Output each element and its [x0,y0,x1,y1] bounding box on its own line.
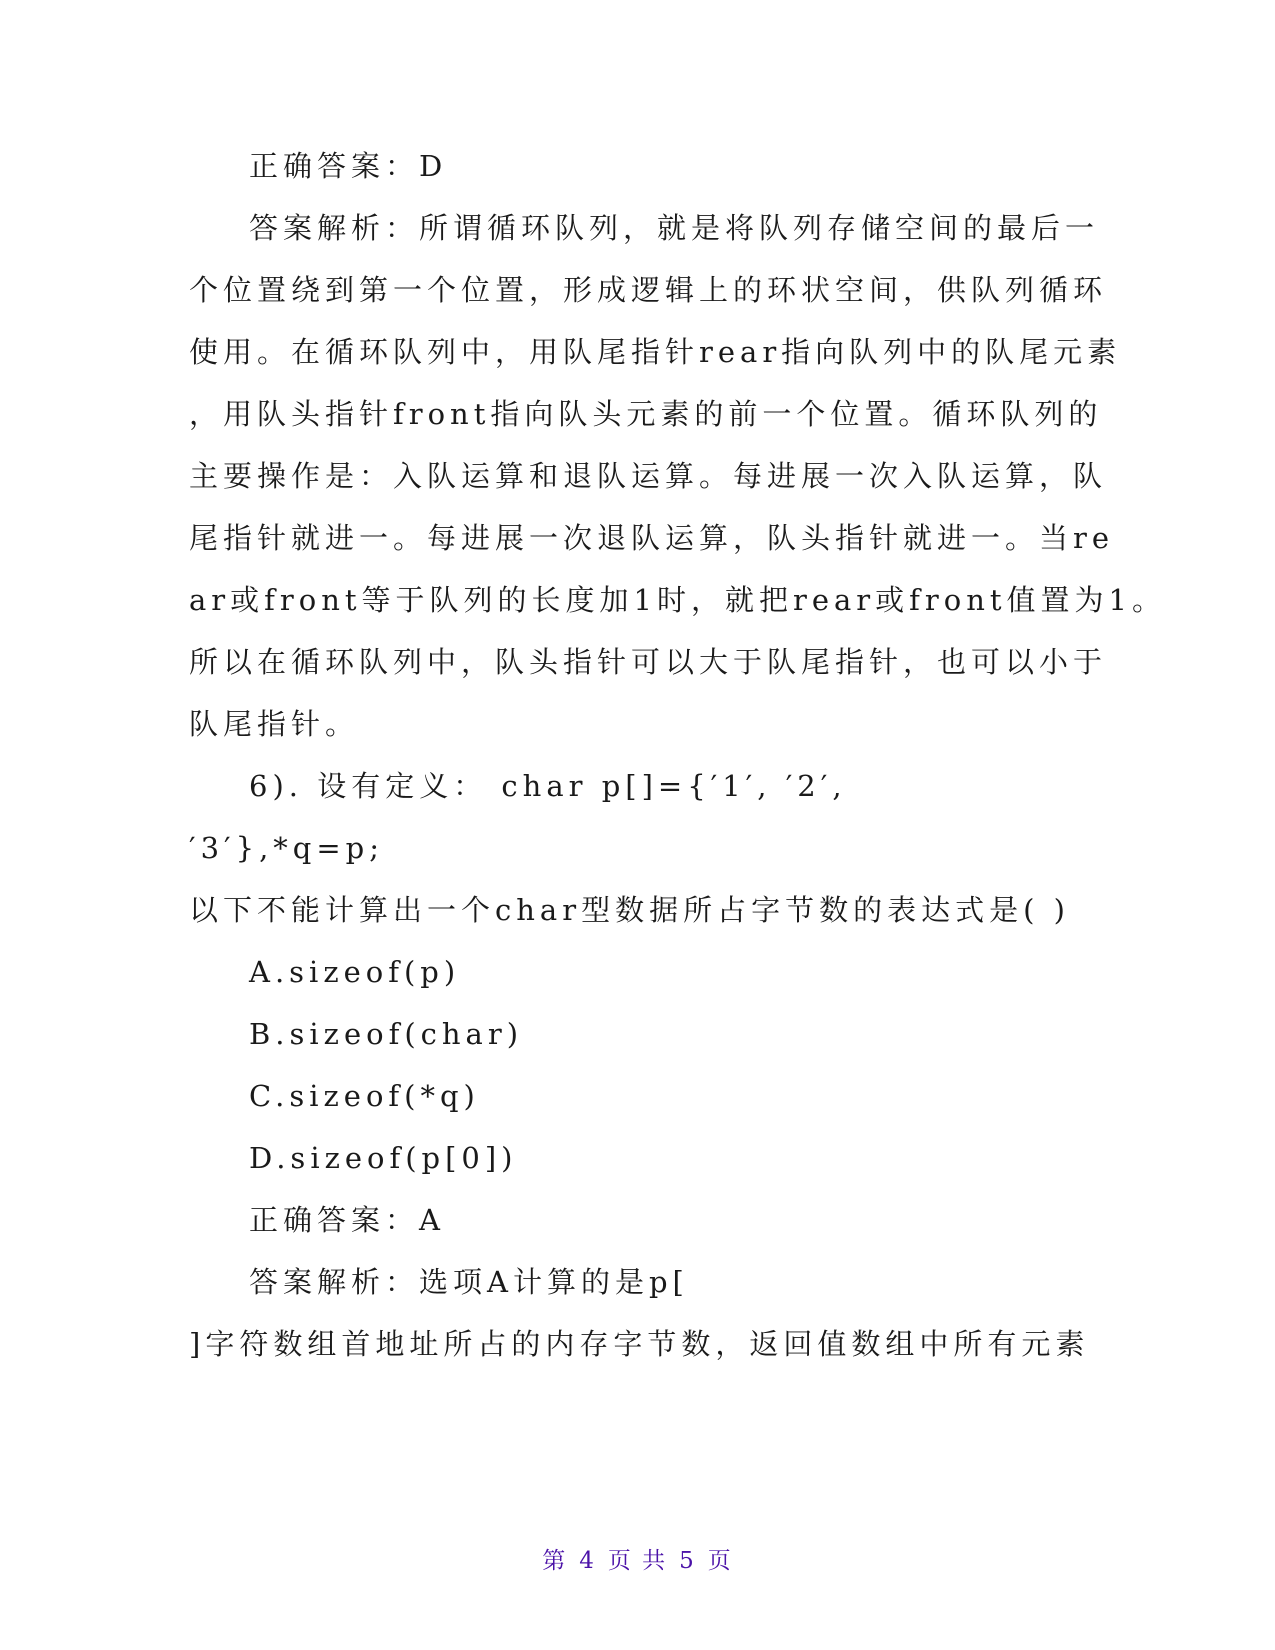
question-line: ′3′},*q=p; [189,831,384,865]
explanation-line: 个位置绕到第一个位置，形成逻辑上的环状空间，供队列循环 [189,273,1108,307]
question-line: 6). 设有定义： char p[]={′1′, ′2′, [249,769,847,803]
option-a: A.sizeof(p) [249,955,461,989]
explanation-line: 队尾指针。 [189,707,360,741]
explanation-line: ，用队头指针front指向队头元素的前一个位置。循环队列的 [189,397,1103,431]
explanation-line: 答案解析：选项A计算的是p[ [249,1265,689,1299]
page-footer [0,1542,1275,1575]
explanation-line: ]字符数组首地址所占的内存字节数，返回值数组中所有元素 [189,1327,1090,1361]
footer-prefix: 第 [542,1548,568,1574]
explanation-line: 尾指针就进一。每进展一次退队运算，队头指针就进一。当re [189,521,1115,555]
correct-answer-line: 正确答案：D [249,149,448,183]
option-d: D.sizeof(p[0]) [249,1141,518,1175]
question-line: 以下不能计算出一个char型数据所占字节数的表达式是( ) [189,893,1070,927]
explanation-line: 所以在循环队列中，队头指针可以大于队尾指针，也可以小于 [189,645,1108,679]
explanation-line: 答案解析：所谓循环队列，就是将队列存储空间的最后一 [249,211,1100,245]
explanation-line: 使用。在循环队列中，用队尾指针rear指向队列中的队尾元素 [189,335,1122,369]
explanation-line: 主要操作是：入队运算和退队运算。每进展一次入队运算，队 [189,459,1108,493]
correct-answer-line: 正确答案：A [249,1203,445,1237]
option-c: C.sizeof(*q) [249,1079,480,1113]
footer-total-pages: 5 [679,1548,696,1574]
footer-page-number: 4 [579,1548,596,1574]
option-b: B.sizeof(char) [249,1017,524,1051]
explanation-line: ar或front等于队列的长度加1时，就把rear或front值置为1。 [189,583,1167,617]
footer-suffix: 页 [707,1548,733,1574]
footer-middle: 页 共 [607,1548,668,1574]
